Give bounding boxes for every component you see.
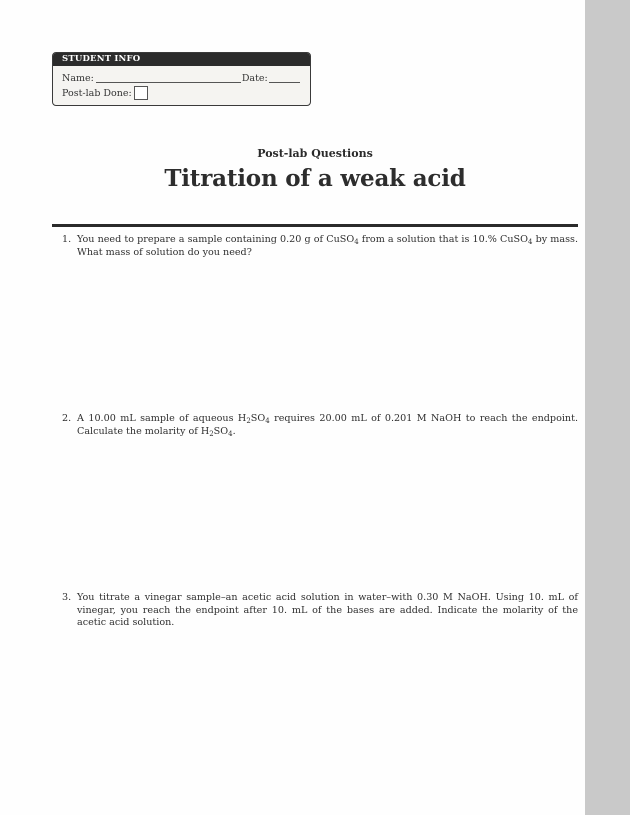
postlab-label: Post-lab Done: [62,87,132,99]
question-3 [62,592,578,630]
question-2 [62,413,578,438]
question-1 [62,234,578,259]
question-text: You need to prepare a sample containing 0.20 g of CuSO$_4$ from a solution that is 10.% CuSO$_4$ by mass. What mass of solution do you need? [77,234,578,258]
question-number: 3. [62,592,72,603]
postlab-done-checkbox[interactable] [134,86,148,100]
page-title: Titration of a weak acid [164,165,466,192]
question-number: 2. [62,413,72,424]
page-side-band [585,0,630,815]
section-kicker: Post-lab Questions [257,147,373,160]
title-rule [52,224,578,227]
question-number: 1. [62,234,72,245]
name-field[interactable] [96,73,241,83]
name-label: Name: [62,73,94,84]
postlab-row [62,86,148,100]
student-info-box [52,52,311,106]
question-text: A 10.00 mL sample of aqueous $H_2SO_4$ requires 20.00 mL of 0.201 M NaOH to reach the endpoint. Calculate the molarity of $H_2SO_4$. [77,413,578,438]
student-info-header: STUDENT INFO [53,53,310,66]
name-date-row [62,73,300,84]
date-field[interactable] [269,73,300,83]
date-label: Date: [241,73,268,84]
question-text: You titrate a vinegar sample–an acetic acid solution in water–with 0.30 M NaOH. Using 10. mL of vinegar, you reach the endpoint after 10. mL of the bases are added. Indicate the molarity of the acetic acid solution. [77,592,578,628]
